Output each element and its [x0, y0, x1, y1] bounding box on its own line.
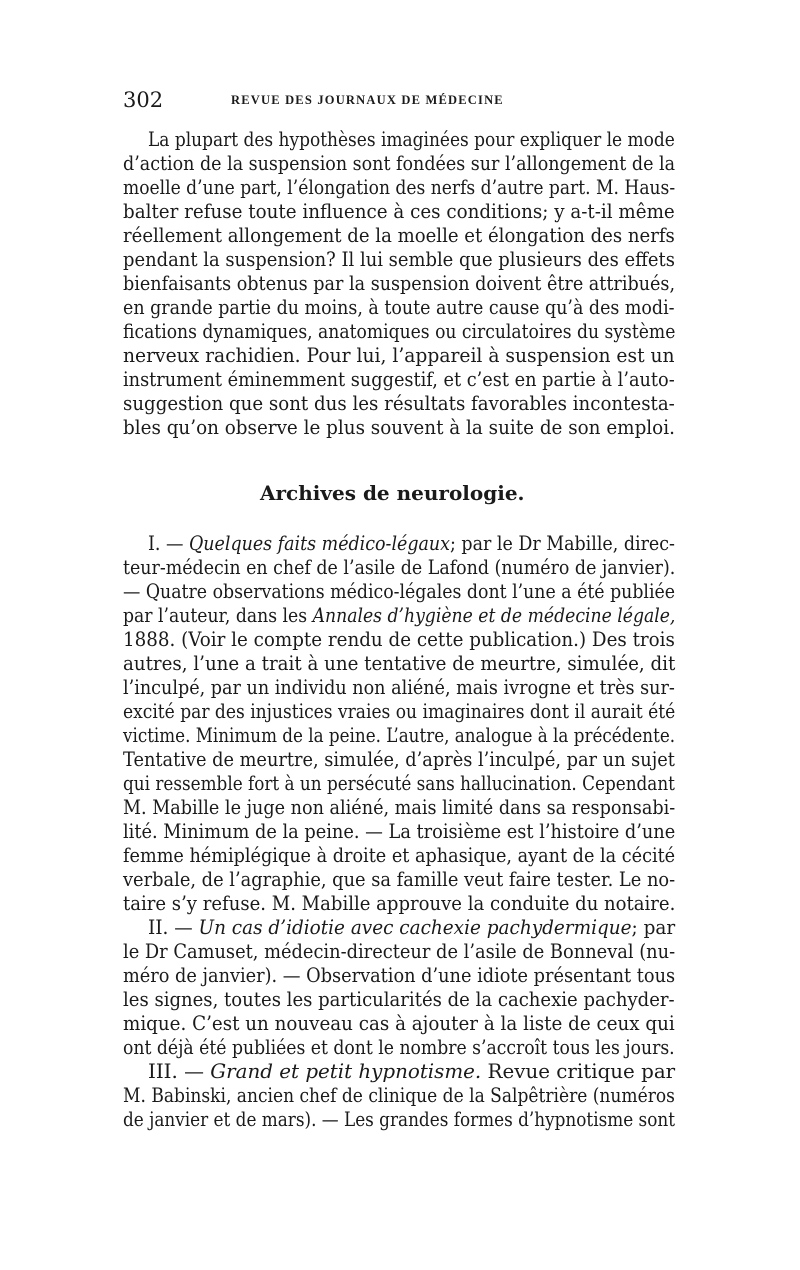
text-line: suggestion que sont dus les résultats favorables incontesta- — [123, 391, 675, 415]
text-line: M. Babinski, ancien chef de clinique de la Salpêtrière (numéros — [123, 1083, 675, 1107]
text-line: d’action de la suspension sont fondées sur l’allongement de la — [123, 151, 676, 175]
text-line: en grande partie du moins, à toute autre cause qu’à des modi- — [123, 295, 675, 319]
text-line: balter refuse toute influence à ces conditions; y a-t-il même — [123, 199, 675, 223]
text-line: instrument éminemment suggestif, et c’est en partie à l’auto- — [123, 367, 675, 391]
text-line: autres, l’une a trait à une tentative de meurtre, simulée, dit — [123, 651, 676, 675]
text-span: par l’auteur, dans les — [123, 603, 313, 627]
item-number: I. — — [148, 531, 189, 555]
text-line: de janvier et de mars). — Les grandes formes d’hypnotisme sont — [123, 1107, 675, 1131]
text-line — [148, 914, 675, 940]
text-span: ; par — [631, 915, 676, 939]
text-line: moelle d’une part, l’élongation des nerfs d’autre part. M. Haus- — [123, 175, 676, 199]
item-number: II. — — [148, 915, 199, 939]
text-line: Tentative de meurtre, simulée, d’après l’inculpé, par un sujet — [123, 747, 675, 771]
text-line: M. Mabille le juge non aliéné, mais limité dans sa responsabi- — [123, 795, 676, 819]
text-line: — Quatre observations médico-légales dont l’une a été publiée — [123, 579, 676, 603]
text-line: La plupart des hypothèses imaginées pour expliquer le mode — [148, 127, 675, 151]
journal-title: Annales d’hygiène et de médecine légale, — [312, 603, 676, 627]
text-line — [123, 602, 675, 628]
text-line: nerveux rachidien. Pour lui, l’appareil à suspension est un — [123, 343, 675, 367]
text-line: méro de janvier). — Observation d’une idiote présentant tous — [123, 963, 676, 987]
item-number: III. — — [148, 1059, 211, 1083]
text-line: ont déjà été publiées et dont le nombre s’accroît tous les jours. — [123, 1035, 675, 1059]
article-title: Quelques faits médico-légaux — [188, 531, 451, 555]
text-line: bienfaisants obtenus par la suspension doivent être attribués, — [123, 271, 676, 295]
text-line: excité par des injustices vraies ou imaginaires dont il aurait été — [123, 699, 676, 723]
text-line: victime. Minimum de la peine. L’autre, analogue à la précédente. — [123, 723, 676, 747]
running-head: REVUE DES JOURNAUX DE MÉDECINE — [231, 93, 504, 107]
text-line: fications dynamiques, anatomiques ou circulatoires du système — [123, 319, 676, 343]
text-line: taire s’y refuse. M. Mabille approuve la conduite du notaire. — [123, 891, 676, 915]
text-line: qui ressemble fort à un persécuté sans hallucination. Cependant — [123, 771, 675, 795]
article-title: Un cas d’idiotie avec cachexie pachydermique — [198, 915, 632, 939]
text-line: lité. Minimum de la peine. — La troisième est l’histoire d’une — [123, 819, 676, 843]
text-line: bles qu’on observe le plus souvent à la suite de son emploi. — [123, 415, 675, 439]
text-line: verbale, de l’agraphie, que sa famille veut faire tester. Le no- — [123, 867, 676, 891]
text-line: femme hémiplégique à droite et aphasique, ayant de la cécité — [123, 843, 676, 867]
text-line: le Dr Camuset, médecin-directeur de l’asile de Bonneval (nu- — [123, 939, 676, 963]
text-line: 1888. (Voir le compte rendu de cette publication.) Des trois — [123, 627, 675, 651]
text-line — [148, 530, 675, 556]
page-header — [123, 88, 675, 114]
text-line: teur-médecin en chef de l’asile de Lafond (numéro de janvier). — [123, 555, 676, 579]
page-number: 302 — [123, 88, 164, 112]
section-title: Archives de neurologie. — [260, 481, 525, 505]
text-line: pendant la suspension? Il lui semble que plusieurs des effets — [123, 247, 675, 271]
text-line: réellement allongement de la moelle et élongation des nerfs — [123, 223, 675, 247]
text-line: les signes, toutes les particularités de la cachexie pachyder- — [123, 987, 675, 1011]
text-span: ; par le Dr Mabille, direc- — [450, 531, 675, 555]
text-line: mique. C’est un nouveau cas à ajouter à la liste de ceux qui — [123, 1011, 675, 1035]
text-span: Revue critique par — [481, 1059, 676, 1083]
text-line: l’inculpé, par un individu non aliéné, mais ivrogne et très sur- — [123, 675, 675, 699]
text-line — [148, 1058, 675, 1084]
article-title: Grand et petit hypnotisme. — [210, 1059, 482, 1083]
